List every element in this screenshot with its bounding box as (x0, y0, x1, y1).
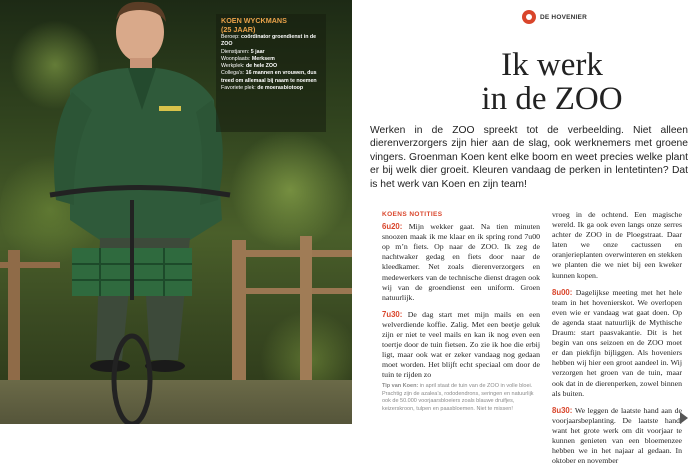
profile-card (216, 14, 326, 132)
rubric-circle-icon (522, 10, 536, 24)
note-time: 8u00: (552, 287, 573, 297)
profile-row: Favoriete plek: de moerasbiotoop (221, 85, 304, 92)
intro-paragraph: Werken in de ZOO spreekt tot de verbeelding. Niet alleen dierenverzorgers zijn hier aan de slag, ook werknemers met groene vingers. Groenman Koen kent elke boom en weet precies welke plant er bij welk dier groeit. Kleuren vandaag de perken in lentetinten? Dat is het werk van Koen en zijn team! (370, 125, 688, 190)
profile-name: KOEN WYCKMANS (221, 16, 287, 25)
note-time: 8u30: (552, 405, 573, 415)
article-column-left (382, 210, 540, 381)
profile-row: Collega’s: 16 mannen en vrouwen, dus treed om allemaal bij naam te noemen (221, 70, 317, 84)
note-entry: 7u30: De dag start met mijn mails en een welverdiende koffie. Zalig. Met een beetje geluk zijn er niet te veel mails en kan ik nog even een toertje door de tuin fietsen. Zo zie ik hoe die erbij ligt, maar ook wat er zeker vandaag nog gedaan moet worden. Het blijft echt speciaal om door de tuin te rijden zo (382, 309, 540, 380)
profile-row: Dienstjaren: 5 jaar (221, 48, 265, 55)
notes-title: KOENS NOTITIES (382, 211, 443, 218)
note-time: 7u30: (382, 309, 403, 319)
next-page-arrow-icon (680, 412, 688, 424)
note-continued: vroeg in de ochtend. Een magische wereld. Ik ga ook even langs onze serres achter de ZOO in de Ploegstraat. Daar laten we onze cactussen en oranjerieplanten overwinteren en stekken we planten die we niet bij een kweker kunnen kopen. (552, 210, 682, 280)
profile-row: Woonplaats: Merksem (221, 55, 275, 62)
note-entry: 8u30: We leggen de laatste hand aan de voorjaarsbeplanting. De laatste hand, want het grote werk om dit voorjaar te kunnen genieten van een bloemenzee hebben we in het najaar al gedaan. In oktober en november (552, 405, 682, 466)
tip-text: in april staat de tuin van de ZOO in volle bloei. Prachtig zijn de azalea’s, rododendrons, seringen en natuurlijk ook de 50.000 voorjaarsbloeiers zoals blauwe druifjes, keizerskroon, tulpen en paasbloemen. Niet te missen! (382, 383, 534, 412)
article-column-right (552, 210, 682, 466)
profile-row: Beroep: coördinator groendienst in de ZOO (221, 34, 317, 48)
note-time: 6u20: (382, 222, 403, 232)
cover-photo (0, 0, 352, 424)
tip-box (382, 383, 540, 413)
headline-line-2: in de ZOO (481, 81, 623, 117)
headline (442, 48, 662, 116)
section-label: DE HOVENIER (540, 13, 587, 21)
profile-age: (25 JAAR) (221, 24, 256, 34)
tip-lead: Tip van Koen: (382, 383, 419, 389)
headline-line-1: Ik werk (501, 47, 603, 83)
note-entry: 8u00: Dagelijkse meeting met het hele team in het hovenierskot. We overlopen even wie er vandaag wat gaat doen. Op de agenda staat natuurlijk de Mythische Draum: start paasvakantie. Dit is het begin van ons seizoen en de ZOO moet er dan piekfijn bijliggen. Als hoveniers hebben wij hier een groot aandeel in. Wij verzorgen het groen van de tuin, maar ook dat in de dierenperken, zowel binnen als buiten. (552, 287, 682, 398)
profile-row: Werkplek: de hele ZOO (221, 63, 278, 70)
note-entry: 6u20: Mijn wekker gaat. Na tien minuten snoozen maak ik me klaar en ik spring rond 7u00 op m’n fiets. Op naar de ZOO. Ik zeg de nachtwaker gedag en fiets door naar de kleedkamer. Net zoals dierenverzorgers en medewerkers van de technische dienst dragen ook wij van de groendienst een uniform. Groen natuurlijk. (382, 222, 540, 302)
article-page (352, 0, 690, 466)
section-rubric (522, 10, 587, 24)
